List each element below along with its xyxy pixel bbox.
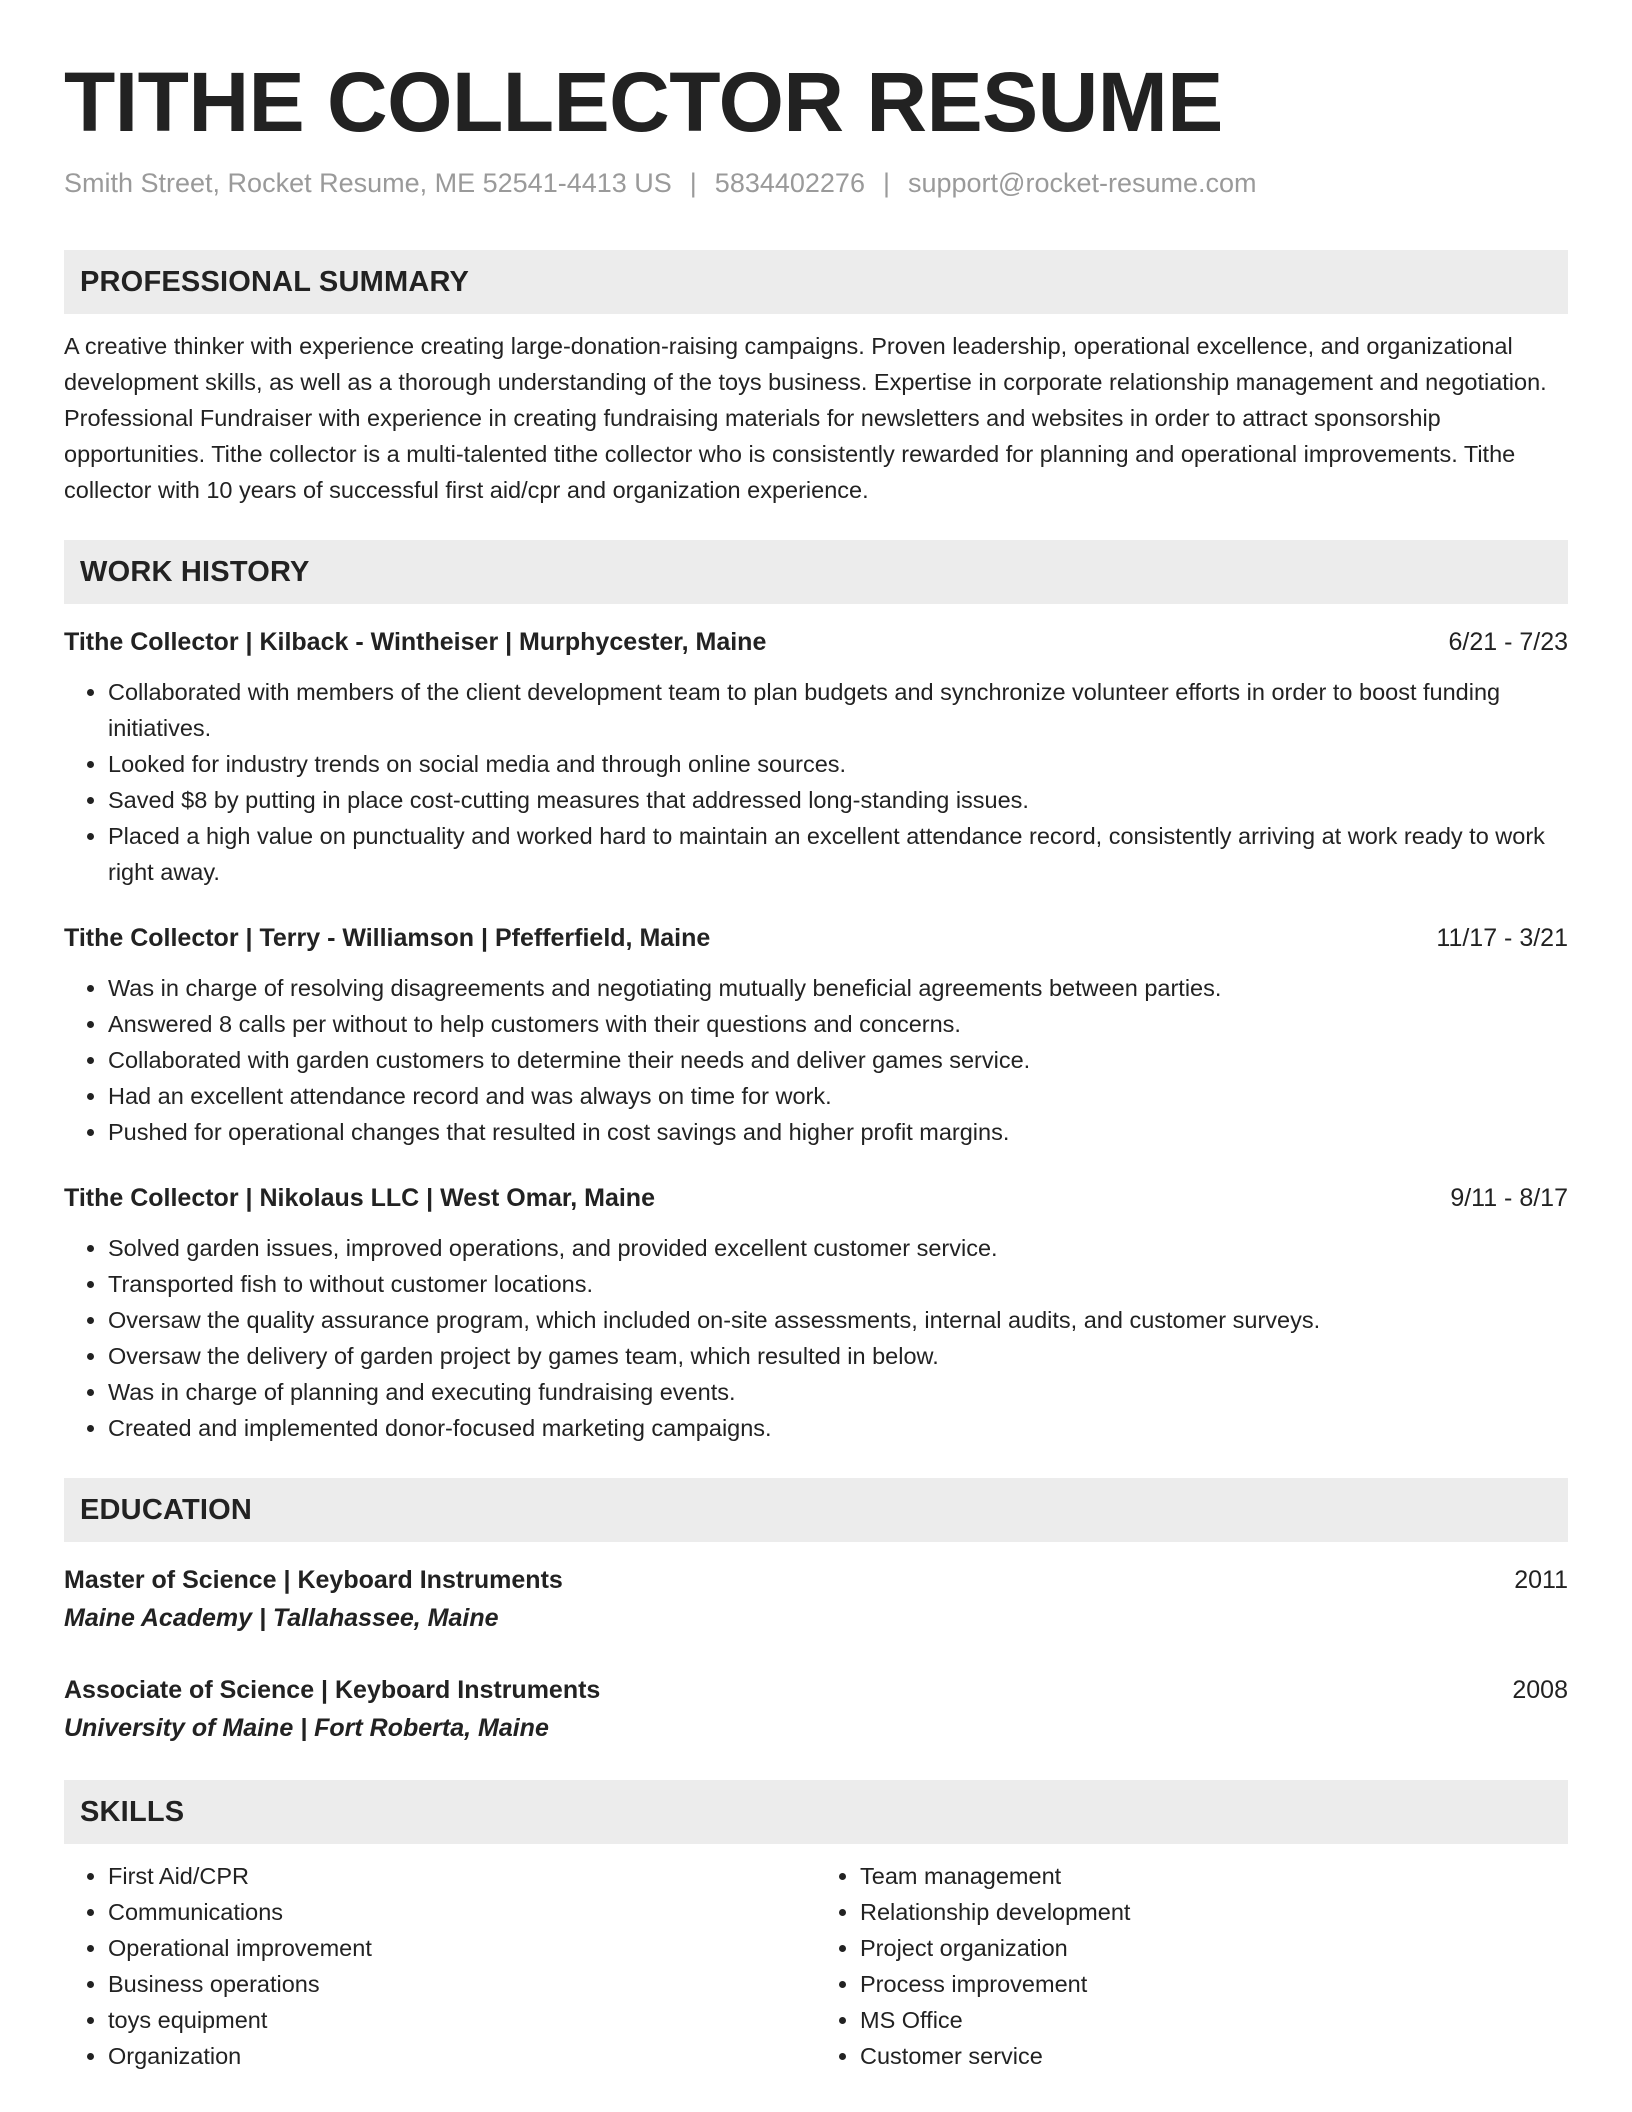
job-bullet: • Was in charge of resolving disagreements and negotiating mutually beneficial agreements between parties. [108, 970, 1568, 1006]
contact-phone: 5834402276 [714, 168, 865, 198]
education-school: Maine Academy | Tallahassee, Maine [64, 1604, 499, 1632]
education-degree: Master of Science | Keyboard Instruments [64, 1566, 563, 1594]
job-bullet: • Looked for industry trends on social media and through online sources. [108, 746, 1568, 782]
job-header [64, 920, 1568, 956]
education-section-header [64, 1478, 1568, 1542]
job-bullet: • Had an excellent attendance record and was always on time for work. [108, 1078, 1568, 1114]
skill-item: • Customer service [860, 2038, 1568, 2074]
skills-section-header [64, 1780, 1568, 1844]
skill-item: • First Aid/CPR [108, 1858, 816, 1894]
contact-line [64, 166, 1568, 200]
job-title: Tithe Collector | Nikolaus LLC | West Omar, Maine [64, 1184, 655, 1212]
job-dates: 9/11 - 8/17 [1450, 1184, 1568, 1212]
job-entry [64, 1180, 1568, 1446]
skill-item: • Operational improvement [108, 1930, 816, 1966]
skill-item: • Team management [860, 1858, 1568, 1894]
job-bullets [64, 1230, 1568, 1446]
education-entry [64, 1672, 1568, 1746]
skill-item: • Relationship development [860, 1894, 1568, 1930]
job-bullet: • Collaborated with garden customers to determine their needs and deliver games service. [108, 1042, 1568, 1078]
job-bullet: • Transported fish to without customer locations. [108, 1266, 1568, 1302]
job-bullet: • Solved garden issues, improved operations, and provided excellent customer service. [108, 1230, 1568, 1266]
job-header [64, 1180, 1568, 1216]
skill-item: • Project organization [860, 1930, 1568, 1966]
skill-item: • Communications [108, 1894, 816, 1930]
job-entry [64, 920, 1568, 1150]
education-year: 2011 [1514, 1566, 1568, 1594]
contact-email: support@rocket-resume.com [907, 168, 1257, 198]
skills-column-left [64, 1858, 816, 2074]
job-bullet: • Oversaw the quality assurance program, which included on-site assessments, internal audits, and customer surveys. [108, 1302, 1568, 1338]
education-degree: Associate of Science | Keyboard Instruments [64, 1676, 601, 1704]
contact-separator: | [689, 168, 697, 198]
job-title: Tithe Collector | Kilback - Wintheiser | Murphycester, Maine [64, 628, 767, 656]
education-year: 2008 [1512, 1676, 1568, 1704]
education-header [64, 1562, 1568, 1598]
job-bullet: • Oversaw the delivery of garden project by games team, which resulted in below. [108, 1338, 1568, 1374]
summary-heading: PROFESSIONAL SUMMARY [80, 265, 470, 298]
summary-text: A creative thinker with experience creating large-donation-raising campaigns. Proven leadership, operational excellence, and organizational development skills, as well as a thorough understanding of the toys business. Expertise in corporate relationship management and negotiation. Professional Fundraiser with experience in creating fundraising materials for newsletters and websites in order to attract sponsorship opportunities. Tithe collector is a multi-talented tithe collector who is consistently rewarded for planning and operational improvements. Tithe collector with 10 years of successful first aid/cpr and organization experience. [64, 333, 1547, 503]
contact-separator: | [882, 168, 890, 198]
job-bullet: • Placed a high value on punctuality and worked hard to maintain an excellent attendance record, consistently arriving at work ready to work right away. [108, 818, 1568, 890]
job-bullets [64, 674, 1568, 890]
resume-title: TITHE COLLECTOR RESUME [64, 55, 1223, 149]
education-school: University of Maine | Fort Roberta, Maine [64, 1714, 549, 1742]
job-bullet: • Was in charge of planning and executing fundraising events. [108, 1374, 1568, 1410]
work-section-header [64, 540, 1568, 604]
skills-column-right [816, 1858, 1568, 2074]
skill-item: • Organization [108, 2038, 816, 2074]
job-dates: 11/17 - 3/21 [1436, 924, 1568, 952]
education-header [64, 1672, 1568, 1708]
skills-list [64, 1858, 1568, 2074]
skill-item: • MS Office [860, 2002, 1568, 2038]
education-entry [64, 1562, 1568, 1636]
skills-heading: SKILLS [80, 1795, 185, 1828]
education-heading: EDUCATION [80, 1493, 253, 1526]
summary-section-header [64, 250, 1568, 314]
job-bullet: • Answered 8 calls per without to help customers with their questions and concerns. [108, 1006, 1568, 1042]
work-heading: WORK HISTORY [80, 555, 310, 588]
skill-item: • toys equipment [108, 2002, 816, 2038]
skill-item: • Process improvement [860, 1966, 1568, 2002]
job-header [64, 624, 1568, 660]
job-bullet: • Collaborated with members of the client development team to plan budgets and synchronize volunteer efforts in order to boost funding initiatives. [108, 674, 1568, 746]
job-dates: 6/21 - 7/23 [1448, 628, 1568, 656]
job-bullet: • Created and implemented donor-focused marketing campaigns. [108, 1410, 1568, 1446]
job-bullets [64, 970, 1568, 1150]
contact-address: Smith Street, Rocket Resume, ME 52541-4413 US [64, 168, 672, 198]
job-bullet: • Pushed for operational changes that resulted in cost savings and higher profit margins. [108, 1114, 1568, 1150]
job-bullet: • Saved $8 by putting in place cost-cutting measures that addressed long-standing issues. [108, 782, 1568, 818]
skill-item: • Business operations [108, 1966, 816, 2002]
job-entry [64, 624, 1568, 890]
job-title: Tithe Collector | Terry - Williamson | Pfefferfield, Maine [64, 924, 711, 952]
